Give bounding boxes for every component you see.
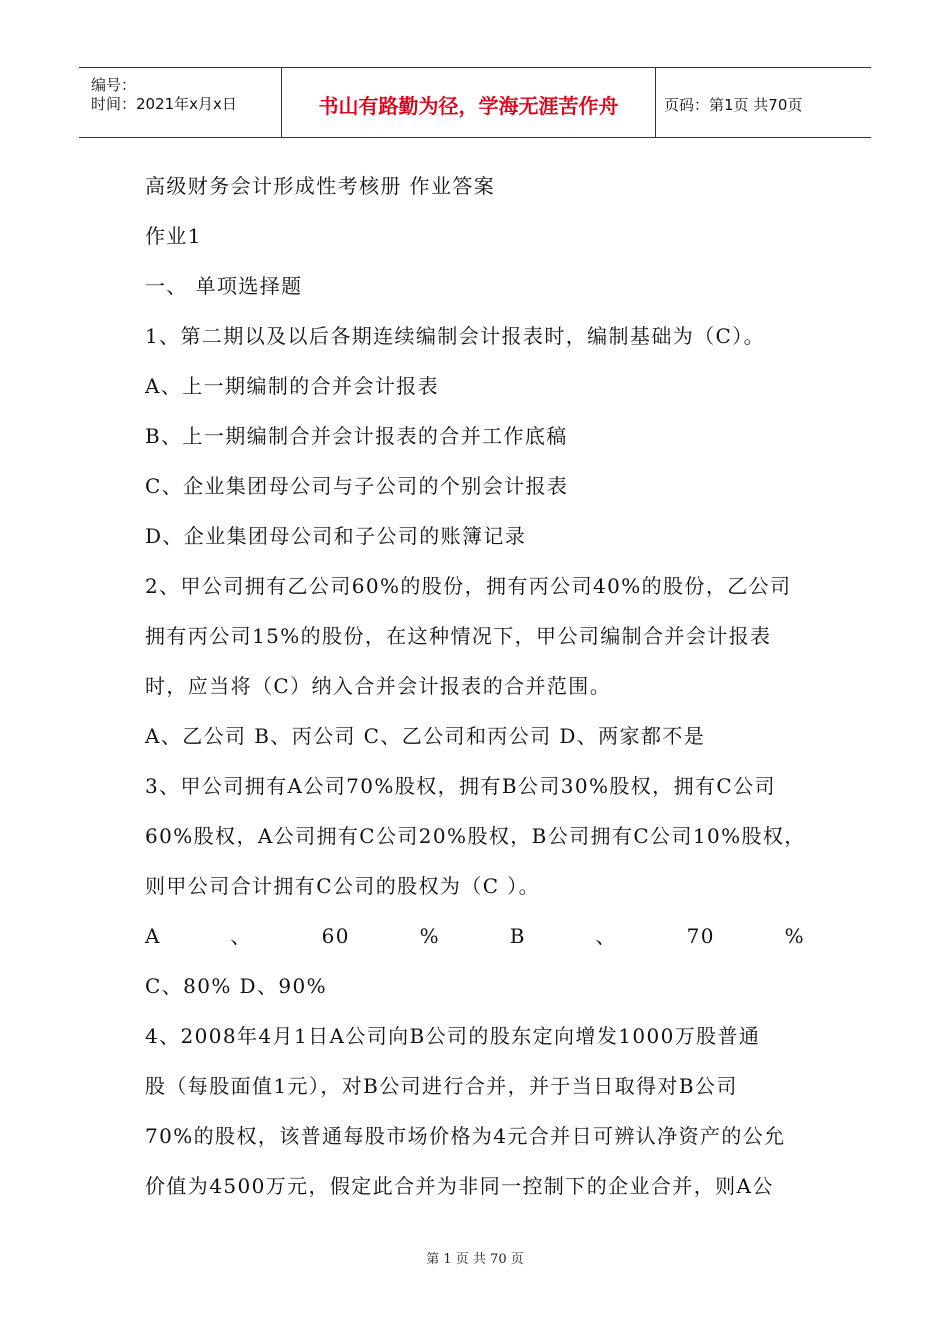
question-text: 拥有丙公司15%的股份，在这种情况下，甲公司编制合并会计报表 [145,624,772,648]
answer-option: C、企业集团母公司与子公司的个别会计报表 [145,474,569,498]
document-title: 高级财务会计形成性考核册 作业答案 [145,174,496,198]
header-motto-cell [281,68,656,137]
question-text: 1、第二期以及以后各期连续编制会计报表时，编制基础为（C）。 [145,324,766,348]
subsection-heading: 一、 单项选择题 [145,274,303,298]
option-token: % [419,924,441,948]
document-header [79,67,871,138]
answer-options-row: C、80% D、90% [145,974,328,998]
page-footer: 第 1 页 共 70 页 [426,1252,524,1267]
answer-options-justified-row [145,920,805,970]
option-token: % [784,924,805,948]
answer-option: B、上一期编制合并会计报表的合并工作底稿 [145,424,568,448]
question-text: 70%的股权，该普通每股市场价格为4元合并日可辨认净资产的公允 [145,1124,786,1148]
header-meta-cell [79,68,281,137]
option-token: 70 [686,924,715,948]
header-motto: 书山有路勤为径，学海无涯苦作舟 [318,94,619,118]
section-heading: 作业1 [145,224,202,248]
question-text: 股（每股面值1元），对B公司进行合并，并于当日取得对B公司 [145,1074,738,1098]
question-text: 4、2008年4月1日A公司向B公司的股东定向增发1000万股普通 [145,1024,761,1048]
document-date-label: 时间：2021年x月x日 [91,95,237,113]
document-number-label: 编号： [91,76,137,94]
option-token: B [509,924,526,948]
option-token: 、 [230,924,252,948]
question-text: 2、甲公司拥有乙公司60%的股份，拥有丙公司40%的股份，乙公司 [145,574,792,598]
answer-option: D、企业集团母公司和子公司的账簿记录 [145,524,527,548]
question-text: 时，应当将（C）纳入合并会计报表的合并范围。 [145,674,612,698]
header-page-cell [656,68,871,137]
question-text: 60%股权，A公司拥有C公司20%股权，B公司拥有C公司10%股权， [145,824,806,848]
question-text: 3、甲公司拥有A公司70%股权，拥有B公司30%股权，拥有C公司 [145,774,776,798]
document-body [145,170,825,1220]
option-token: 60 [321,924,350,948]
option-token: 、 [595,924,617,948]
option-token: A [145,924,161,948]
question-text: 价值为4500万元，假定此合并为非同一控制下的企业合并，则A公 [145,1174,774,1198]
question-text: 则甲公司合计拥有C公司的股权为（C ）。 [145,874,540,898]
header-page-info: 页码：第1页 共70页 [664,96,803,114]
answer-options-row: A、乙公司 B、丙公司 C、乙公司和丙公司 D、两家都不是 [145,724,706,748]
answer-option: A、上一期编制的合并会计报表 [145,374,440,398]
